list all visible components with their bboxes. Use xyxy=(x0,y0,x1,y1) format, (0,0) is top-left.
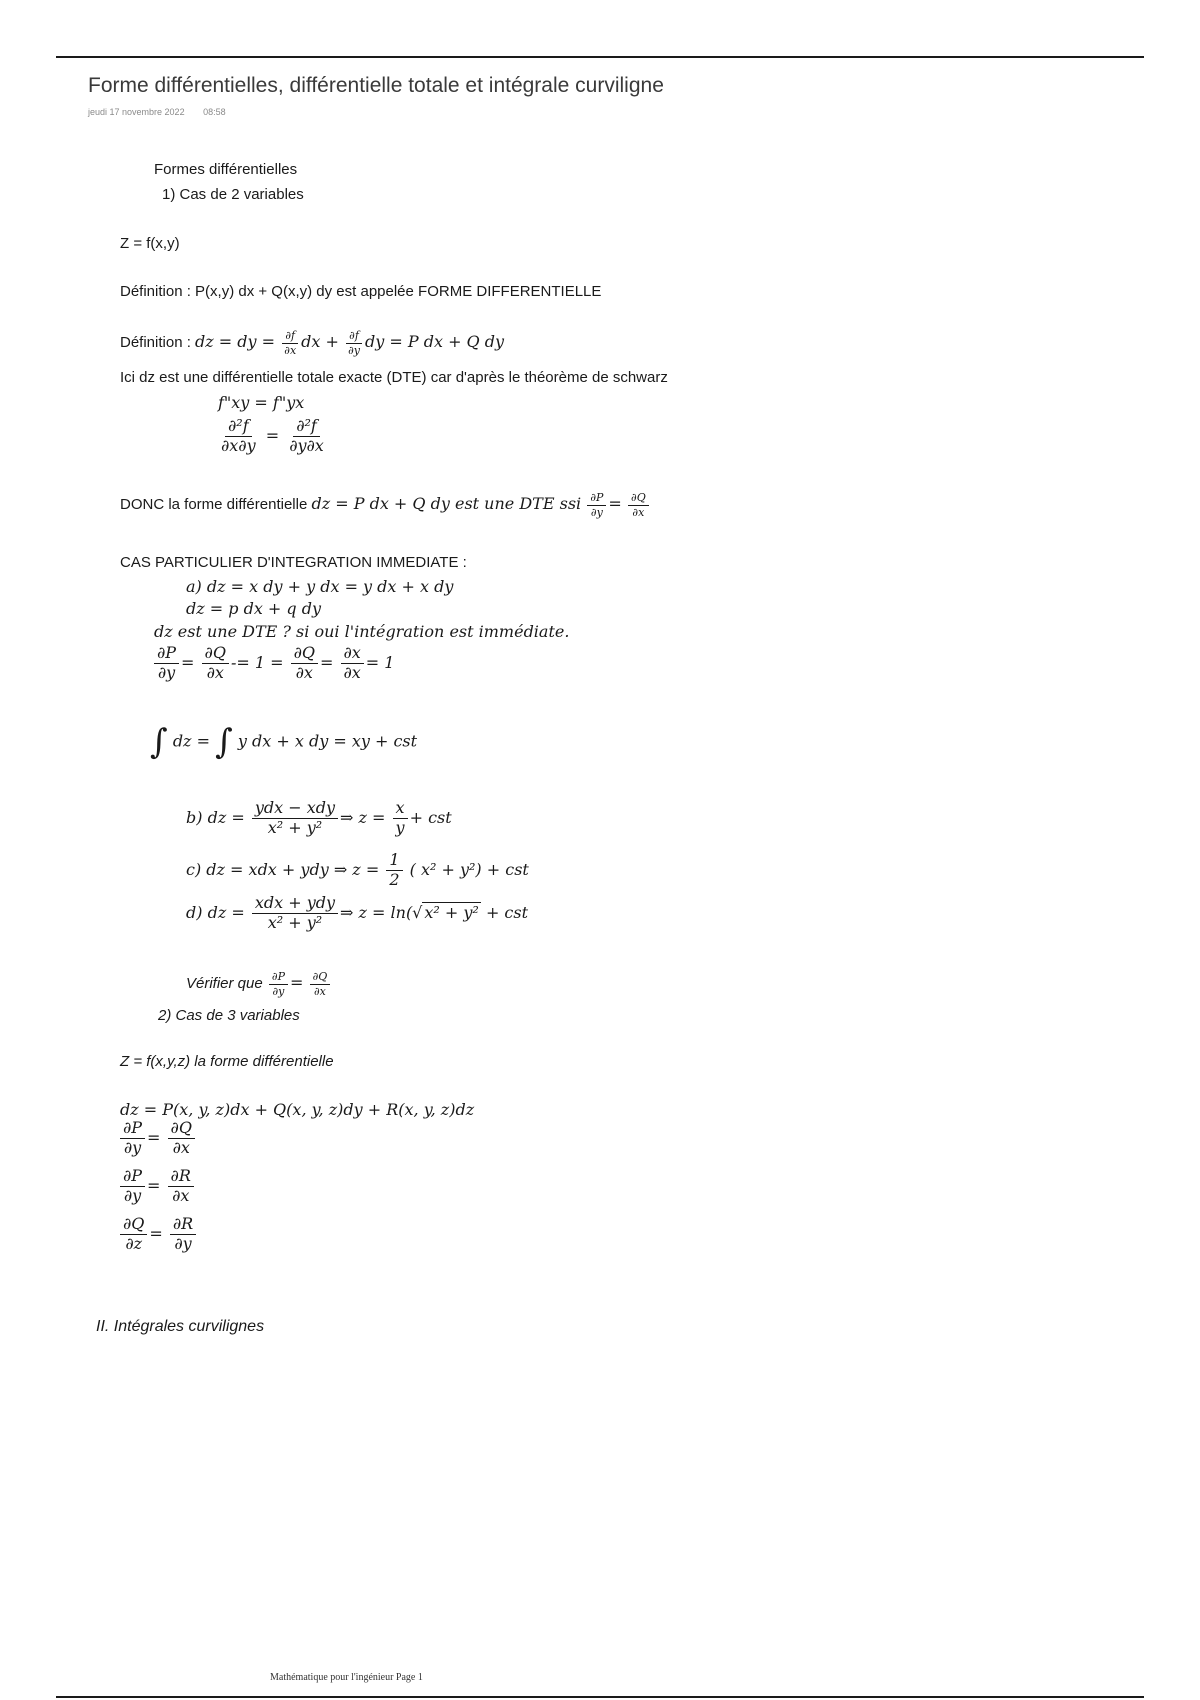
cond-3: $\frac{\partial Q}{\partial z}$ = $\frac{\partial R}{\partial y}$ xyxy=(118,1216,198,1253)
dq-dx-c1: $\frac{\partial Q}{\partial x}$ xyxy=(168,1120,195,1157)
z-def: Z = f(x,y) xyxy=(120,235,180,252)
dr-dx-c2: $\frac{\partial R}{\partial x}$ xyxy=(168,1168,194,1205)
dp-dy-fraction: $\frac{\partial P}{\partial y}$ xyxy=(587,492,606,518)
page-date xyxy=(88,107,226,117)
heading-cas-3: 2) Cas de 3 variables xyxy=(158,1007,300,1024)
dq-dx-a4: $\frac{\partial Q}{\partial x}$ xyxy=(202,645,229,682)
date-text: jeudi 17 novembre 2022 xyxy=(88,107,185,117)
dx-dx-a4: $\frac{\partial x}{\partial x}$ xyxy=(341,645,364,682)
eq-b: b) dz = $\frac{\text{ydx − xdy}}{\text{x² + y²}}$ ⇒ z = $\frac{x}{y}$ + cst xyxy=(186,798,452,837)
eq-a4: $\frac{\partial P}{\partial y}$ = $\frac{\partial Q}{\partial x}$ -= 1 = $\frac{\partial Q}{\partial x}$ = $\frac{\partial x}{\partial x}$ = 1 xyxy=(152,645,394,682)
integral-sign: ∫ xyxy=(150,722,168,762)
z3-def: Z = f(x,y,z) la forme différentielle xyxy=(120,1053,334,1070)
heading-formes: Formes différentielles xyxy=(154,161,298,178)
heading-integrales: II. Intégrales curvilignes xyxy=(96,1318,265,1335)
eq-a2: dz = p dx + q dy xyxy=(186,599,322,618)
b-fraction: $\frac{\text{ydx − xdy}}{\text{x² + y²}}$ xyxy=(252,800,338,837)
eq-d: d) dz = $\frac{\text{xdx + ydy}}{\text{x² + y²}}$ ⇒ z = ln(√ x² + y² + cst xyxy=(186,893,529,932)
cas-particulier: CAS PARTICULIER D'INTEGRATION IMMEDIATE : xyxy=(120,554,467,571)
verifier-line: Vérifier que $\frac{\partial P}{\partial y}$ = $\frac{\partial Q}{\partial x}$ xyxy=(186,971,332,997)
d2f-dxdy-fraction: $\frac{\text{∂²f}}{\partial x\partial y}$ xyxy=(221,416,256,455)
d-fraction: $\frac{\text{xdx + ydy}}{\text{x² + y²}}$ xyxy=(252,895,338,932)
d2f-dydx-fraction: $\frac{\text{∂²f}}{\partial y\partial x}$ xyxy=(289,416,324,455)
dr-dy-c3: $\frac{\partial R}{\partial y}$ xyxy=(170,1216,196,1253)
def2-label: Définition : xyxy=(120,334,191,352)
schwarz-eq-2: $\frac{\text{∂²f}}{\partial x\partial y}$ = $\frac{\text{∂²f}}{\partial y\partial x}$ xyxy=(216,418,329,455)
x-over-y-fraction: $\frac{x}{y}$ xyxy=(393,800,408,837)
eq-a3: dz est une DTE ? si oui l'intégration est immédiate. xyxy=(154,622,570,641)
sqrt-radicand: x² + y² xyxy=(424,902,479,922)
page-title: Forme différentielles, différentielle totale et intégrale curviligne xyxy=(88,74,664,97)
dp-dy-verif: $\frac{\partial P}{\partial y}$ xyxy=(269,971,288,997)
donc-line: DONC la forme différentielle dz = P dx + Q dy est une DTE ssi $\frac{\partial P}{\partial y}$ = $\frac{\partial Q}{\partial x}$ xyxy=(120,492,651,518)
eq-c: c) dz = xdx + ydy ⇒ z = $\frac{1}{2}$ ( x² + y²) + cst xyxy=(186,850,529,889)
cond-2: $\frac{\partial P}{\partial y}$ = $\frac{\partial R}{\partial x}$ xyxy=(118,1168,196,1205)
heading-cas-2: 1) Cas de 2 variables xyxy=(162,186,304,203)
integral-line: ∫ dz = ∫ y dx + x dy = xy + cst xyxy=(150,722,418,762)
eq-a1: a) dz = x dy + y dx = y dx + x dy xyxy=(186,577,454,596)
time-text: 08:58 xyxy=(203,107,226,117)
def2-math-c: dy = P dx + Q dy xyxy=(365,332,505,352)
top-rule xyxy=(56,56,1144,58)
integral-sign-2: ∫ xyxy=(215,722,233,762)
dp-dy-c1: $\frac{\partial P}{\partial y}$ xyxy=(120,1120,145,1157)
dp-dy-c2: $\frac{\partial P}{\partial y}$ xyxy=(120,1168,145,1205)
df-dy-fraction: $\frac{\partial f}{\partial y}$ xyxy=(348,329,360,357)
definition-2 xyxy=(120,330,504,356)
schwarz-eq-1: f"xy = f"yx xyxy=(218,393,305,412)
donc-label: DONC la forme différentielle xyxy=(120,496,308,514)
def2-math-b: dx + xyxy=(301,332,339,352)
cond-1: $\frac{\partial P}{\partial y}$ = $\frac{\partial Q}{\partial x}$ xyxy=(118,1120,197,1157)
donc-math: dz = P dx + Q dy est une DTE ssi xyxy=(311,494,582,514)
ici-text: Ici dz est une différentielle totale exacte (DTE) car d'après le théorème de schwarz xyxy=(120,369,668,386)
dq-dx-a4-b: $\frac{\partial Q}{\partial x}$ xyxy=(291,645,318,682)
page-footer: Mathématique pour l'ingénieur Page 1 xyxy=(270,1672,423,1683)
df-dx-fraction: $\frac{\partial f}{\partial x}$ xyxy=(284,329,297,357)
dq-dx-fraction: $\frac{\partial Q}{\partial x}$ xyxy=(628,492,649,518)
half-fraction: $\frac{1}{2}$ xyxy=(386,852,402,889)
dq-dx-verif: $\frac{\partial Q}{\partial x}$ xyxy=(310,971,331,997)
dq-dz-c3: $\frac{\partial Q}{\partial z}$ xyxy=(120,1216,147,1253)
dp-dy-a4: $\frac{\partial P}{\partial y}$ xyxy=(154,645,179,682)
definition-1: Définition : P(x,y) dx + Q(x,y) dy est appelée FORME DIFFERENTIELLE xyxy=(120,283,602,300)
dz3-eq: dz = P(x, y, z)dx + Q(x, y, z)dy + R(x, y, z)dz xyxy=(120,1100,475,1119)
def2-math-a: dz = dy = xyxy=(195,332,276,352)
bottom-rule xyxy=(56,1696,1144,1698)
